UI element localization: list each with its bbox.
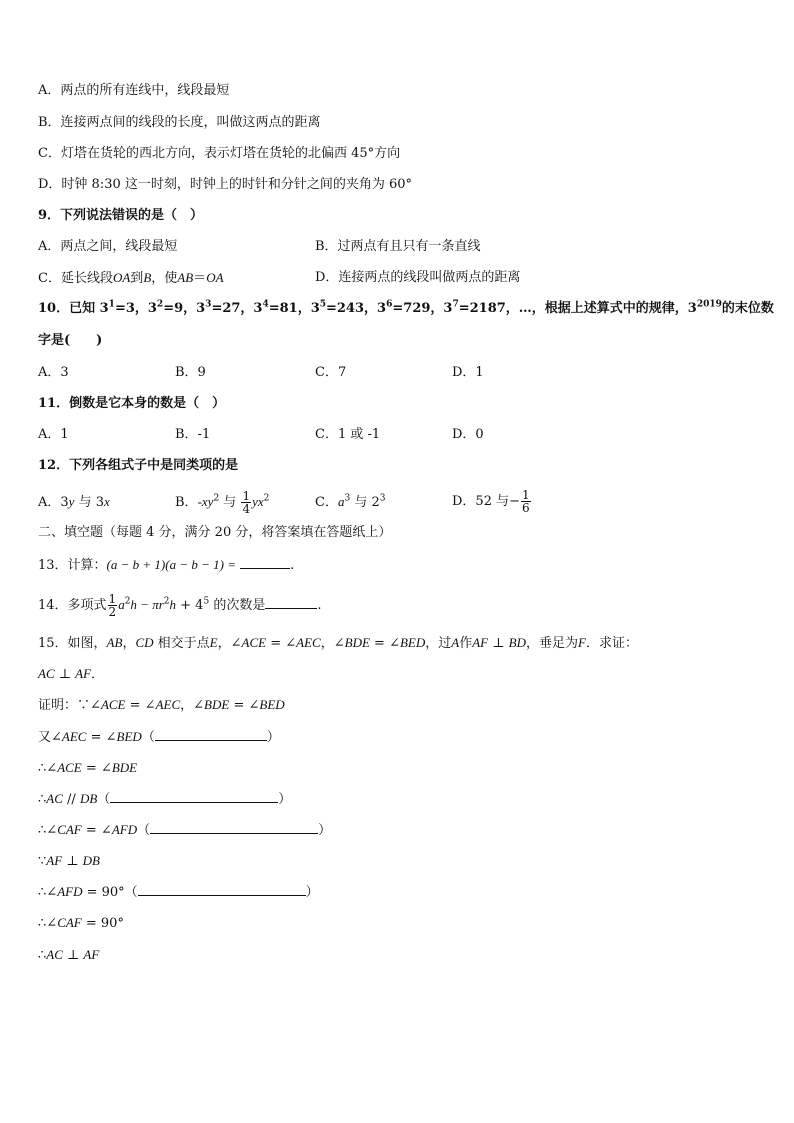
q10-option-b: B．9 [175, 365, 206, 380]
q12-option-b: B．$-xy^2$ 与 $\frac{1}{4}$ $yx^2$ [175, 489, 270, 516]
q9-option-a: A．两点之间，线段最短 [38, 239, 178, 254]
proof-line-6: ∵AF ⊥ DB [38, 853, 101, 869]
proof-line-5: ∴∠CAF = ∠AFD（ ） [38, 822, 332, 838]
q8-option-d: D．时钟 8:30 这一时刻，时钟上的时针和分针之间的夹角为 60° [38, 177, 413, 192]
q12-option-c: C．$a^3$ 与 $2^3$ [315, 493, 386, 510]
q11-stem: 11．倒数是它本身的数是（ ） [38, 396, 226, 411]
proof-line-1: 证明：∵∠ACE = ∠AEC，∠BDE = ∠BED [38, 697, 285, 713]
proof-line-4: ∴AC // DB（ ） [38, 791, 292, 807]
q11-option-d: D．0 [452, 427, 484, 442]
q12-option-a: A．3y 与 3x [38, 494, 110, 510]
q14: 14．多项式 $\frac{1}{2}$ $a^2h - \pi r^2h + 4^5$ 的次数是 . [38, 592, 322, 619]
q10-option-c: C．7 [315, 365, 347, 380]
q8-option-c: C．灯塔在货轮的西北方向，表示灯塔在货轮的北偏西 45°方向 [38, 146, 401, 161]
q12-stem: 12．下列各组式子中是同类项的是 [38, 458, 239, 473]
q11-option-c: C．1 或 -1 [315, 427, 381, 442]
q10-stem-line2: 字是( ) [38, 333, 103, 348]
q11-option-b: B．-1 [175, 427, 211, 442]
q10-option-d: D．1 [452, 365, 484, 380]
q8-option-a: A．两点的所有连线中，线段最短 [38, 83, 230, 98]
q8-option-b: B．连接两点间的线段的长度，叫做这两点的距离 [38, 115, 321, 130]
q11-option-a: A．1 [38, 427, 69, 442]
q9-option-c: C．延长线段OA到B，使AB＝OA [38, 270, 224, 286]
q10-stem: 10．已知 $3^1=3$，$3^2=9$，$3^3=27$，$3^4=81$，$3^5=243$，$3^6=729$，$3^7=2187$，…，根据上述算式中的规律，$3^{2019}$的末位数 [38, 299, 774, 316]
proof-line-9: ∴AC ⊥ AF [38, 947, 100, 963]
section-heading: 二、填空题（每题 4 分，满分 20 分，将答案填在答题纸上） [38, 525, 392, 540]
q13: 13．计算：(a − b + 1)(a − b − 1) = . [38, 557, 295, 573]
q10-option-a: A．3 [38, 365, 69, 380]
q15-stem: 15．如图，AB，CD 相交于点E，∠ACE = ∠AEC，∠BDE = ∠BED，过A作AF ⊥ BD，垂足为F．求证： [38, 635, 638, 651]
q9-option-d: D．连接两点的线段叫做两点的距离 [315, 270, 521, 285]
q9-stem: 9．下列说法错误的是（ ） [38, 208, 204, 223]
proof-line-7: ∴∠AFD = 90°（ ） [38, 884, 319, 900]
proof-line-2: 又∠AEC = ∠BED（ ） [38, 729, 280, 745]
proof-line-3: ∴∠ACE = ∠BDE [38, 760, 138, 776]
q15-stem-line2: AC ⊥ AF． [38, 666, 105, 682]
proof-line-8: ∴∠CAF = 90° [38, 915, 124, 931]
q9-option-b: B．过两点有且只有一条直线 [315, 239, 481, 254]
q12-option-d: D．52 与− $\frac{1}{6}$ [452, 488, 530, 515]
